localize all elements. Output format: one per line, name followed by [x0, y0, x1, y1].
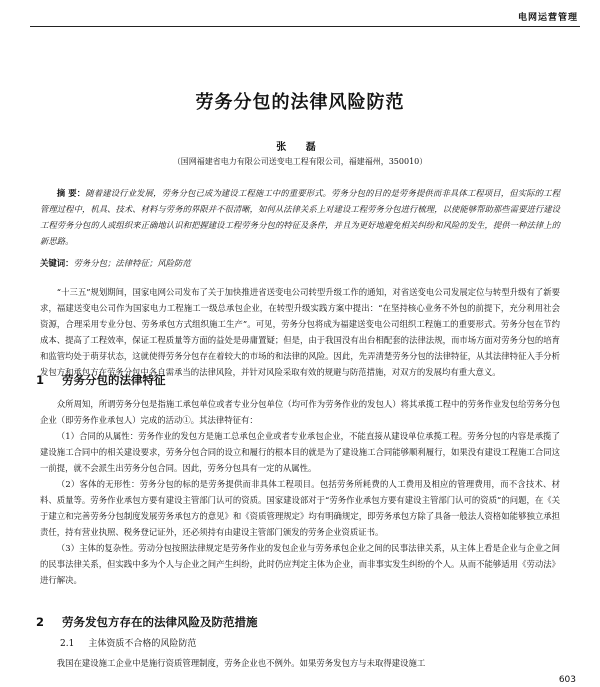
header-divider: [30, 26, 580, 27]
subsection-number: 2.1: [60, 639, 75, 649]
subsection-heading-2-1: [60, 636, 196, 649]
section-title: 劳务分包的法律特征: [62, 373, 166, 387]
abstract-label: 摘 要：: [56, 188, 86, 198]
keywords-text: 劳务分包；法律特征；风险防范: [73, 258, 191, 268]
section-number: 2: [36, 615, 45, 629]
section-1-body: [40, 396, 560, 588]
author-affiliation: （国网福建省电力有限公司送变电工程有限公司，福建福州，350010）: [172, 157, 428, 166]
keywords-label: 关键词：: [40, 258, 74, 268]
section-title: 劳务发包方存在的法律风险及防范措施: [62, 615, 258, 629]
body-paragraph: 众所周知，所谓劳务分包是指施工承包单位或者专业分包单位（均可作为劳务作业的发包人）将其承揽工程中的劳务作业发包给劳务分包企业（即劳务作业承包人）完成的活动①。其法律特征有：: [40, 399, 560, 425]
section-number: 1: [36, 373, 45, 387]
body-paragraph: （2）客体的无形性：劳务分包的标的是劳务提供而非具体工程项目。包括劳务所耗费的人工费用及相应的管理费用，而不含技术、材料、质量等。劳务作业承包方要有建设主管部门认可的资质。国家建设部对于“劳务作业承包方要有建设主管部门认可的资质”的问题，在《关于建立和完善劳务分包制度发展劳务承包方的意见》和《资质管理规定》均有明确规定，即劳务承包方除了具备一般法人资格如能够独立承担责任，持有营业执照、税务登记证外，还必须持有由建设主管部门颁发的劳务企业资质证书。: [40, 479, 560, 537]
body-paragraph: （3）主体的复杂性。劳动分包按照法律规定是劳务作业的发包企业与劳务承包企业之间的民事法律关系，从主体上看是企业与企业之间的民事法律关系，但实践中多为个人与企业之间产生纠纷，此时仍应判定主体为企业，而非事实发生纠纷的个人。从而不能够适用《劳动法》进行解决。: [40, 543, 560, 585]
keywords: [40, 255, 560, 271]
article-title: 劳务分包的法律风险防范: [195, 92, 405, 113]
author-name: 张 磊: [276, 142, 324, 153]
body-paragraph: （1）合同的从属性：劳务作业的发包方是施工总承包企业或者专业承包企业，不能直接从建设单位承揽工程。劳务分包的内容是承揽了建设施工合同中的相关建设要求，劳务分包合同的设立和履行的根本目的就是为了建设施工合同能够顺利履行，如果没有建设工程施工合同这一前提，就不会派生出劳务分包合同。因此，劳务分包具有一定的从属性。: [40, 431, 560, 473]
page-number: 603: [558, 675, 576, 685]
abstract-text: 随着建设行业发展，劳务分包已成为建设工程施工中的重要形式。劳务分包的目的是劳务提供而非具体工程项目，但实际的工程管理过程中，机具、技术、材料与劳务的界限并不很清晰，如何从法律关系上对建设工程劳务分包进行梳理，以使能够帮助那些需要进行建设工程劳务分包的人或组织来正确地认识和把握建设工程劳务分包的特征及条件，并且为更好地避免相关纠纷和风险的发生，提供一种法律上的新思路。: [40, 188, 561, 246]
abstract: [40, 185, 560, 249]
subsection-title: 主体资质不合格的风险防范: [88, 639, 197, 649]
intro-paragraph: “十三五”规划期间，国家电网公司发布了关于加快推进省送变电公司转型升级工作的通知，对省送变电公司发展定位与转型升级有了新要求，福建送变电公司作为国家电力工程施工一级总承包企业，在转型升级实践方案中提出：“在坚持核心业务不外包的前提下，充分利用社会资源，合理采用专业分包、劳务承包方式组织施工生产”。可见，劳务分包将成为福建送变电公司组织工程施工的重要形式。劳务分包在节约成本、提高了工程效率，保证工程质量等方面的益处是毋庸置疑；但是，由于我国没有出台相配套的法律法规，而市场方面对劳务分包的培育和监管均处于萌芽状态，这就使得劳务分包存在着较大的市场的和法律的风险。因此，先弄清楚劳务分包的法律特征，从其法律特征入手分析发包方和承包方在劳务分包中各自需承当的法律风险，并针对风险采取有效的规避与防范措施，对双方的发展均有重大意义。: [40, 287, 560, 377]
section-heading-1: [36, 372, 166, 388]
section-heading-2: [36, 614, 258, 630]
journal-section-header: 电网运营管理: [517, 13, 578, 23]
section-2-body: 我国在建设施工企业中是施行资质管理制度，劳务企业也不例外。如果劳务发包方与未取得建设施工: [56, 658, 426, 668]
